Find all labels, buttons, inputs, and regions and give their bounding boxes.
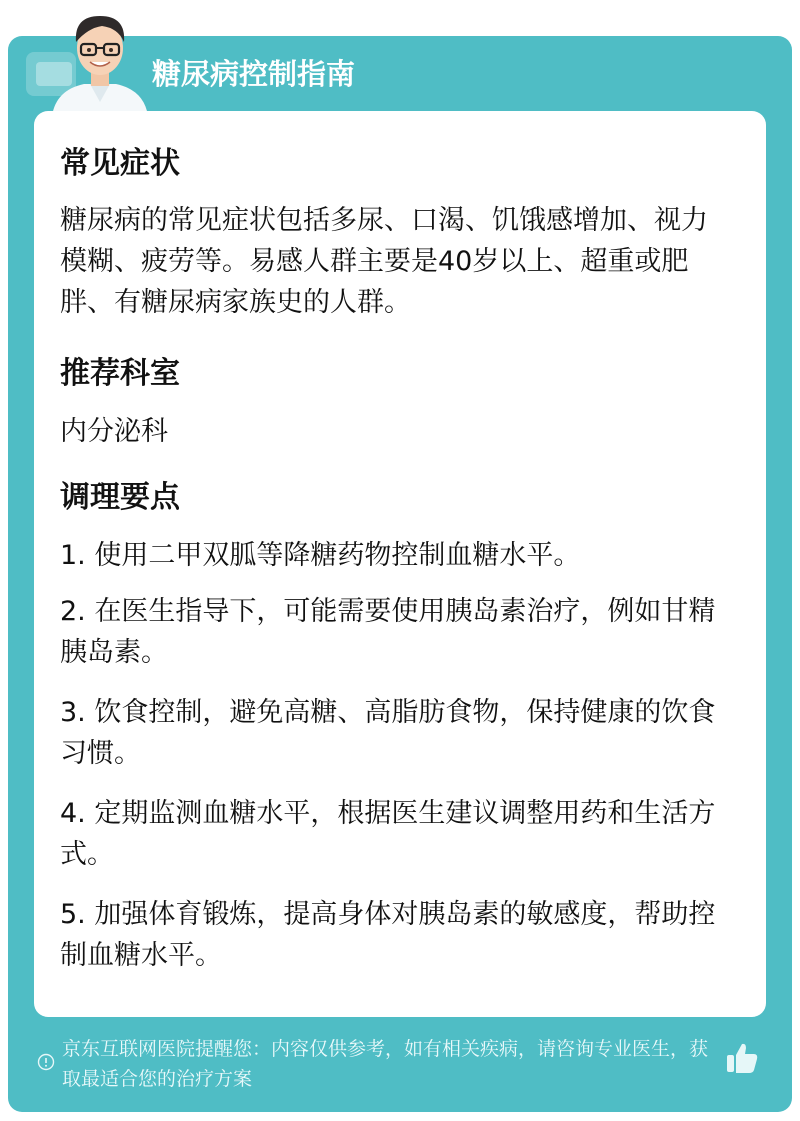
department-heading: 推荐科室 <box>60 356 180 391</box>
care-item: 1. 使用二甲双胍等降糖药物控制血糖水平。 <box>60 540 581 571</box>
department-text: 内分泌科 <box>60 416 168 447</box>
care-item: 5. 加强体育锻炼，提高身体对胰岛素的敏感度，帮助控制血糖水平。 <box>60 899 716 971</box>
symptoms-heading: 常见症状 <box>60 146 180 181</box>
footer-notice: 京东互联网医院提醒您：内容仅供参考，如有相关疾病，请咨询专业医生，获取最适合您的治疗方案 <box>62 1038 709 1090</box>
care-item: 2. 在医生指导下，可能需要使用胰岛素治疗，例如甘精胰岛素。 <box>60 596 716 668</box>
page-title: 糖尿病控制指南 <box>152 57 356 91</box>
info-icon <box>37 1053 55 1071</box>
symptoms-text: 糖尿病的常见症状包括多尿、口渴、饥饿感增加、视力模糊、疲劳等。易感人群主要是40岁以上、超重或肥胖、有糖尿病家族史的人群。 <box>60 205 708 318</box>
care-item: 3. 饮食控制，避免高糖、高脂肪食物，保持健康的饮食习惯。 <box>60 697 716 769</box>
care-heading: 调理要点 <box>60 480 180 515</box>
care-item: 4. 定期监测血糖水平，根据医生建议调整用药和生活方式。 <box>60 798 716 870</box>
doctor-avatar <box>44 6 156 116</box>
thumbs-up-icon[interactable] <box>724 1040 760 1076</box>
